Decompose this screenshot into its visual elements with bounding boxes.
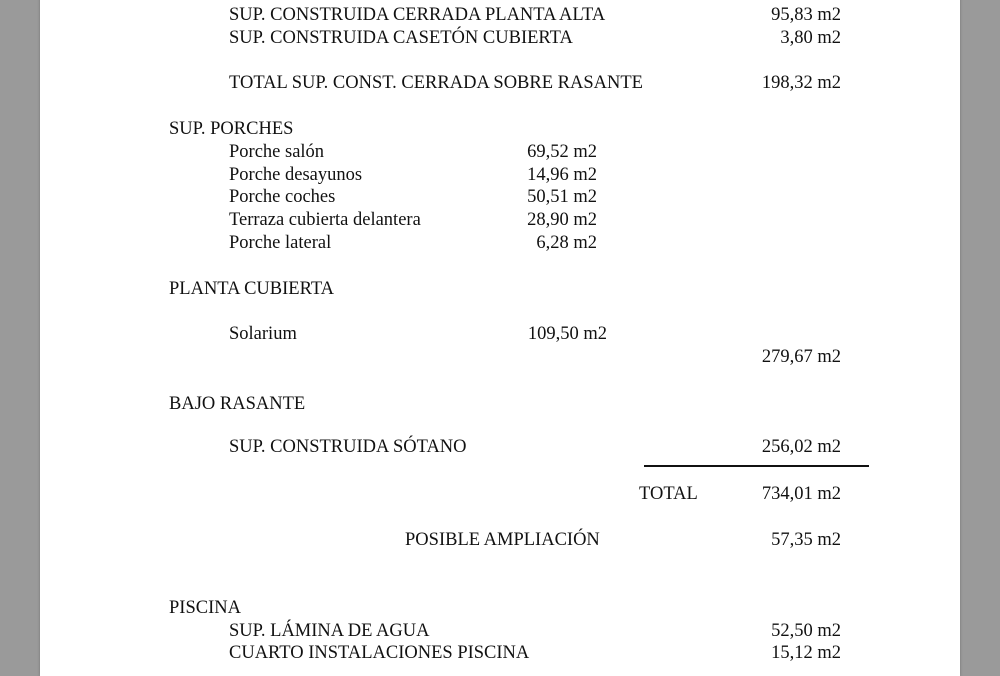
planta-cubierta-subtotal: 279,67 m2	[761, 347, 841, 367]
total-sobre-rasante-value: 198,32 m2	[761, 73, 841, 93]
ampliacion-value: 57,35 m2	[771, 530, 841, 550]
total-sobre-rasante-label: TOTAL SUP. CONST. CERRADA SOBRE RASANTE	[229, 73, 643, 93]
planta-alta-label: SUP. CONSTRUIDA CERRADA PLANTA ALTA	[229, 5, 606, 25]
porche-label: Porche salón	[229, 142, 325, 162]
porche-label: Porche desayunos	[229, 165, 363, 185]
cuarto-instalaciones-value: 15,12 m2	[771, 643, 841, 663]
solarium-value: 109,50 m2	[527, 324, 607, 344]
planta-alta-value: 95,83 m2	[771, 5, 841, 25]
total-label: TOTAL	[639, 484, 698, 504]
porche-label: Terraza cubierta delantera	[229, 210, 421, 230]
lamina-agua-value: 52,50 m2	[771, 621, 841, 641]
cuarto-instalaciones-label: CUARTO INSTALACIONES PISCINA	[229, 643, 530, 663]
lamina-agua-label: SUP. LÁMINA DE AGUA	[229, 621, 430, 641]
porche-value: 28,90 m2	[527, 210, 597, 230]
porche-label: Porche lateral	[229, 233, 332, 253]
planta-cubierta-heading: PLANTA CUBIERTA	[169, 279, 335, 299]
ampliacion-label: POSIBLE AMPLIACIÓN	[405, 530, 600, 550]
sotano-label: SUP. CONSTRUIDA SÓTANO	[229, 437, 467, 457]
porches-heading: SUP. PORCHES	[169, 119, 294, 139]
total-underline	[644, 465, 869, 467]
porche-value: 69,52 m2	[527, 142, 597, 162]
document-page	[40, 0, 960, 676]
caseton-label: SUP. CONSTRUIDA CASETÓN CUBIERTA	[229, 28, 573, 48]
piscina-heading: PISCINA	[169, 598, 241, 618]
porche-value: 6,28 m2	[536, 233, 597, 253]
porche-value: 14,96 m2	[527, 165, 597, 185]
sotano-value: 256,02 m2	[761, 437, 841, 457]
porche-label: Porche coches	[229, 187, 336, 207]
porche-value: 50,51 m2	[527, 187, 597, 207]
bajo-rasante-heading: BAJO RASANTE	[169, 394, 306, 414]
caseton-value: 3,80 m2	[780, 28, 841, 48]
solarium-label: Solarium	[229, 324, 297, 344]
total-value: 734,01 m2	[761, 484, 841, 504]
